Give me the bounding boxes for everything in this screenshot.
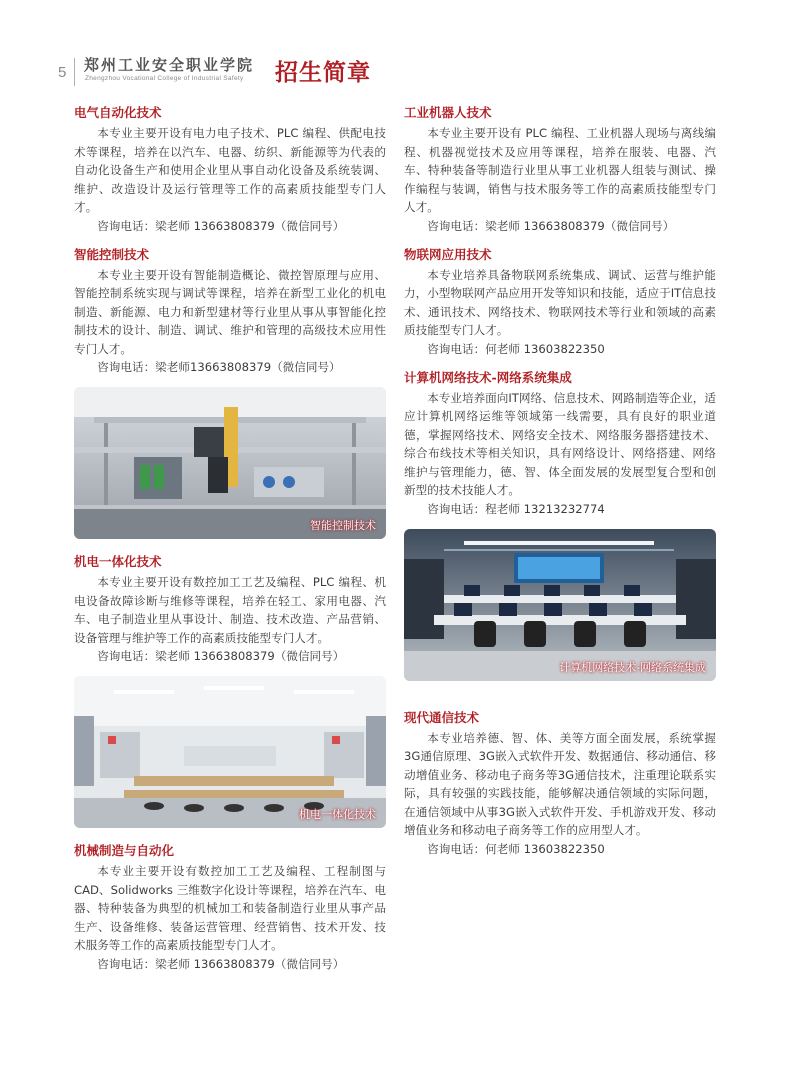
program-electrical-automation [74,104,386,236]
program-description: 本专业主要开设有数控加工工艺及编程、PLC 编程、机电设备故障诊断与维修等课程，培养在轻工、家用电器、汽车、电子制造业里从事设计、制造、技术改造、产品营销、设备管理与维护等工作的高素质技能型专门人才。 [74,575,386,645]
program-title: 工业机器人技术 [404,105,492,120]
photo-mechatronics-lab [74,676,386,828]
program-description: 本专业主要开设有 PLC 编程、工业机器人现场与离线编程、机器视觉技术及应用等课程，培养在服装、电器、汽车、特种装备等制造行业里从事工业机器人组装与测试、操作编程与装调，销售与技术服务等工作的高素质技能型专门人才。 [404,126,716,214]
program-title: 计算机网络技术-网络系统集成 [404,369,572,385]
program-contact: 咨询电话：梁老师 13663808379（微信同号） [97,649,345,663]
brochure-title: 招生简章 [275,59,371,86]
photo-caption: 智能控制技术 [310,519,376,532]
program-description: 本专业主要开设有电力电子技术、PLC 编程、供配电技术等课程，培养在以汽车、电器、纺织、新能源等为代表的自动化设备生产和使用企业里从事自动化设备及系统装调、维护、改造设计及运行管理等工作的高素质技能型专门人才。 [74,126,386,214]
program-description: 本专业培养德、智、体、美等方面全面发展，系统掌握3G通信原理、3G嵌入式软件开发、数据通信、移动通信、移动增值业务、移动电子商务等3G通信技术，注重理论联系实际，具有较强的实践技能，能够解决通信领域的实际问题，在通信领域中从事3G嵌入式软件开发、手机游戏开发、移动增值业务和移动电子商务等工作的应用型人才。 [404,730,716,837]
program-contact: 咨询电话：梁老师 13663808379（微信同号） [97,218,345,233]
photo-caption: 计算机网络技术-网络系统集成 [559,660,706,674]
program-contact: 咨询电话：梁老师 13663808379（微信同号） [97,956,345,971]
program-iot-application [404,246,716,359]
program-title: 机电一体化技术 [74,554,162,569]
program-mechatronics [74,553,386,666]
photo-computer-lab [404,529,716,681]
school-name-english: Zhengzhou Vocational College of Industrial Safety [85,75,244,82]
program-modern-communication [404,709,716,859]
page-number: 5 [58,64,67,81]
program-description: 本专业主要开设有智能制造概论、微控智原理与应用、智能控制系统实现与调试等课程，培养在新型工业化的机电制造、新能源、电力和新型建材等行业里从事从事智能化控制技术的设计、制造、调试、维护和管理的高级技术应用性专门人才。 [74,267,386,356]
program-title: 机械制造与自动化 [74,843,175,858]
program-title: 电气自动化技术 [74,105,162,120]
program-industrial-robotics [404,104,716,236]
program-description: 本专业主要开设有数控加工工艺及编程、工程制图与 CAD、Solidworks 三维数字化设计等课程，培养在汽车、电器、特种装备为典型的机械加工和装备制造行业里从事产品生产、设备维修、装备运营管理、经营销售、技术开发、技术服务等工作的高素质技能型专门人才。 [74,864,386,952]
program-intelligent-control [74,246,386,378]
school-name: 郑州工业安全职业学院 [84,56,255,74]
program-contact: 咨询电话：梁老师 13663808379（微信同号） [427,218,675,233]
header-divider [74,58,75,86]
program-network-integration [404,369,716,519]
program-title: 智能控制技术 [74,246,150,262]
photo-intelligent-control-lab [74,387,386,539]
program-title: 物联网应用技术 [404,246,492,262]
program-description: 本专业培养具备物联网系统集成、调试、运营与维护能力，小型物联网产品应用开发等知识和技能，适应于IT信息技术、通讯技术、网络技术、物联网技术等行业和领域的高素质技能型专门人才。 [404,267,716,337]
program-title: 现代通信技术 [404,709,480,725]
program-contact: 咨询电话：何老师 13603822350 [427,841,605,856]
program-contact: 咨询电话：何老师 13603822350 [427,341,605,356]
right-column [404,104,716,859]
left-column [74,104,386,974]
page-header [0,44,788,94]
program-description: 本专业培养面向IT网络、信息技术、网路制造等企业，适应计算机网络运维等领域第一线需要，具有良好的职业道德，掌握网络技术、网络安全技术、网络服务器搭建技术、综合布线技术等相关知识，具有网络设计、网络搭建、网络维护与管理能力，德、智、体全面发展的发展型复合型和创新型的技术技能人才。 [404,390,716,497]
program-mechanical-manufacturing [74,842,386,974]
program-contact: 咨询电话：梁老师13663808379（微信同号） [97,360,341,374]
program-contact: 咨询电话：程老师 13213232774 [427,501,605,516]
photo-caption: 机电一体化技术 [299,808,376,821]
